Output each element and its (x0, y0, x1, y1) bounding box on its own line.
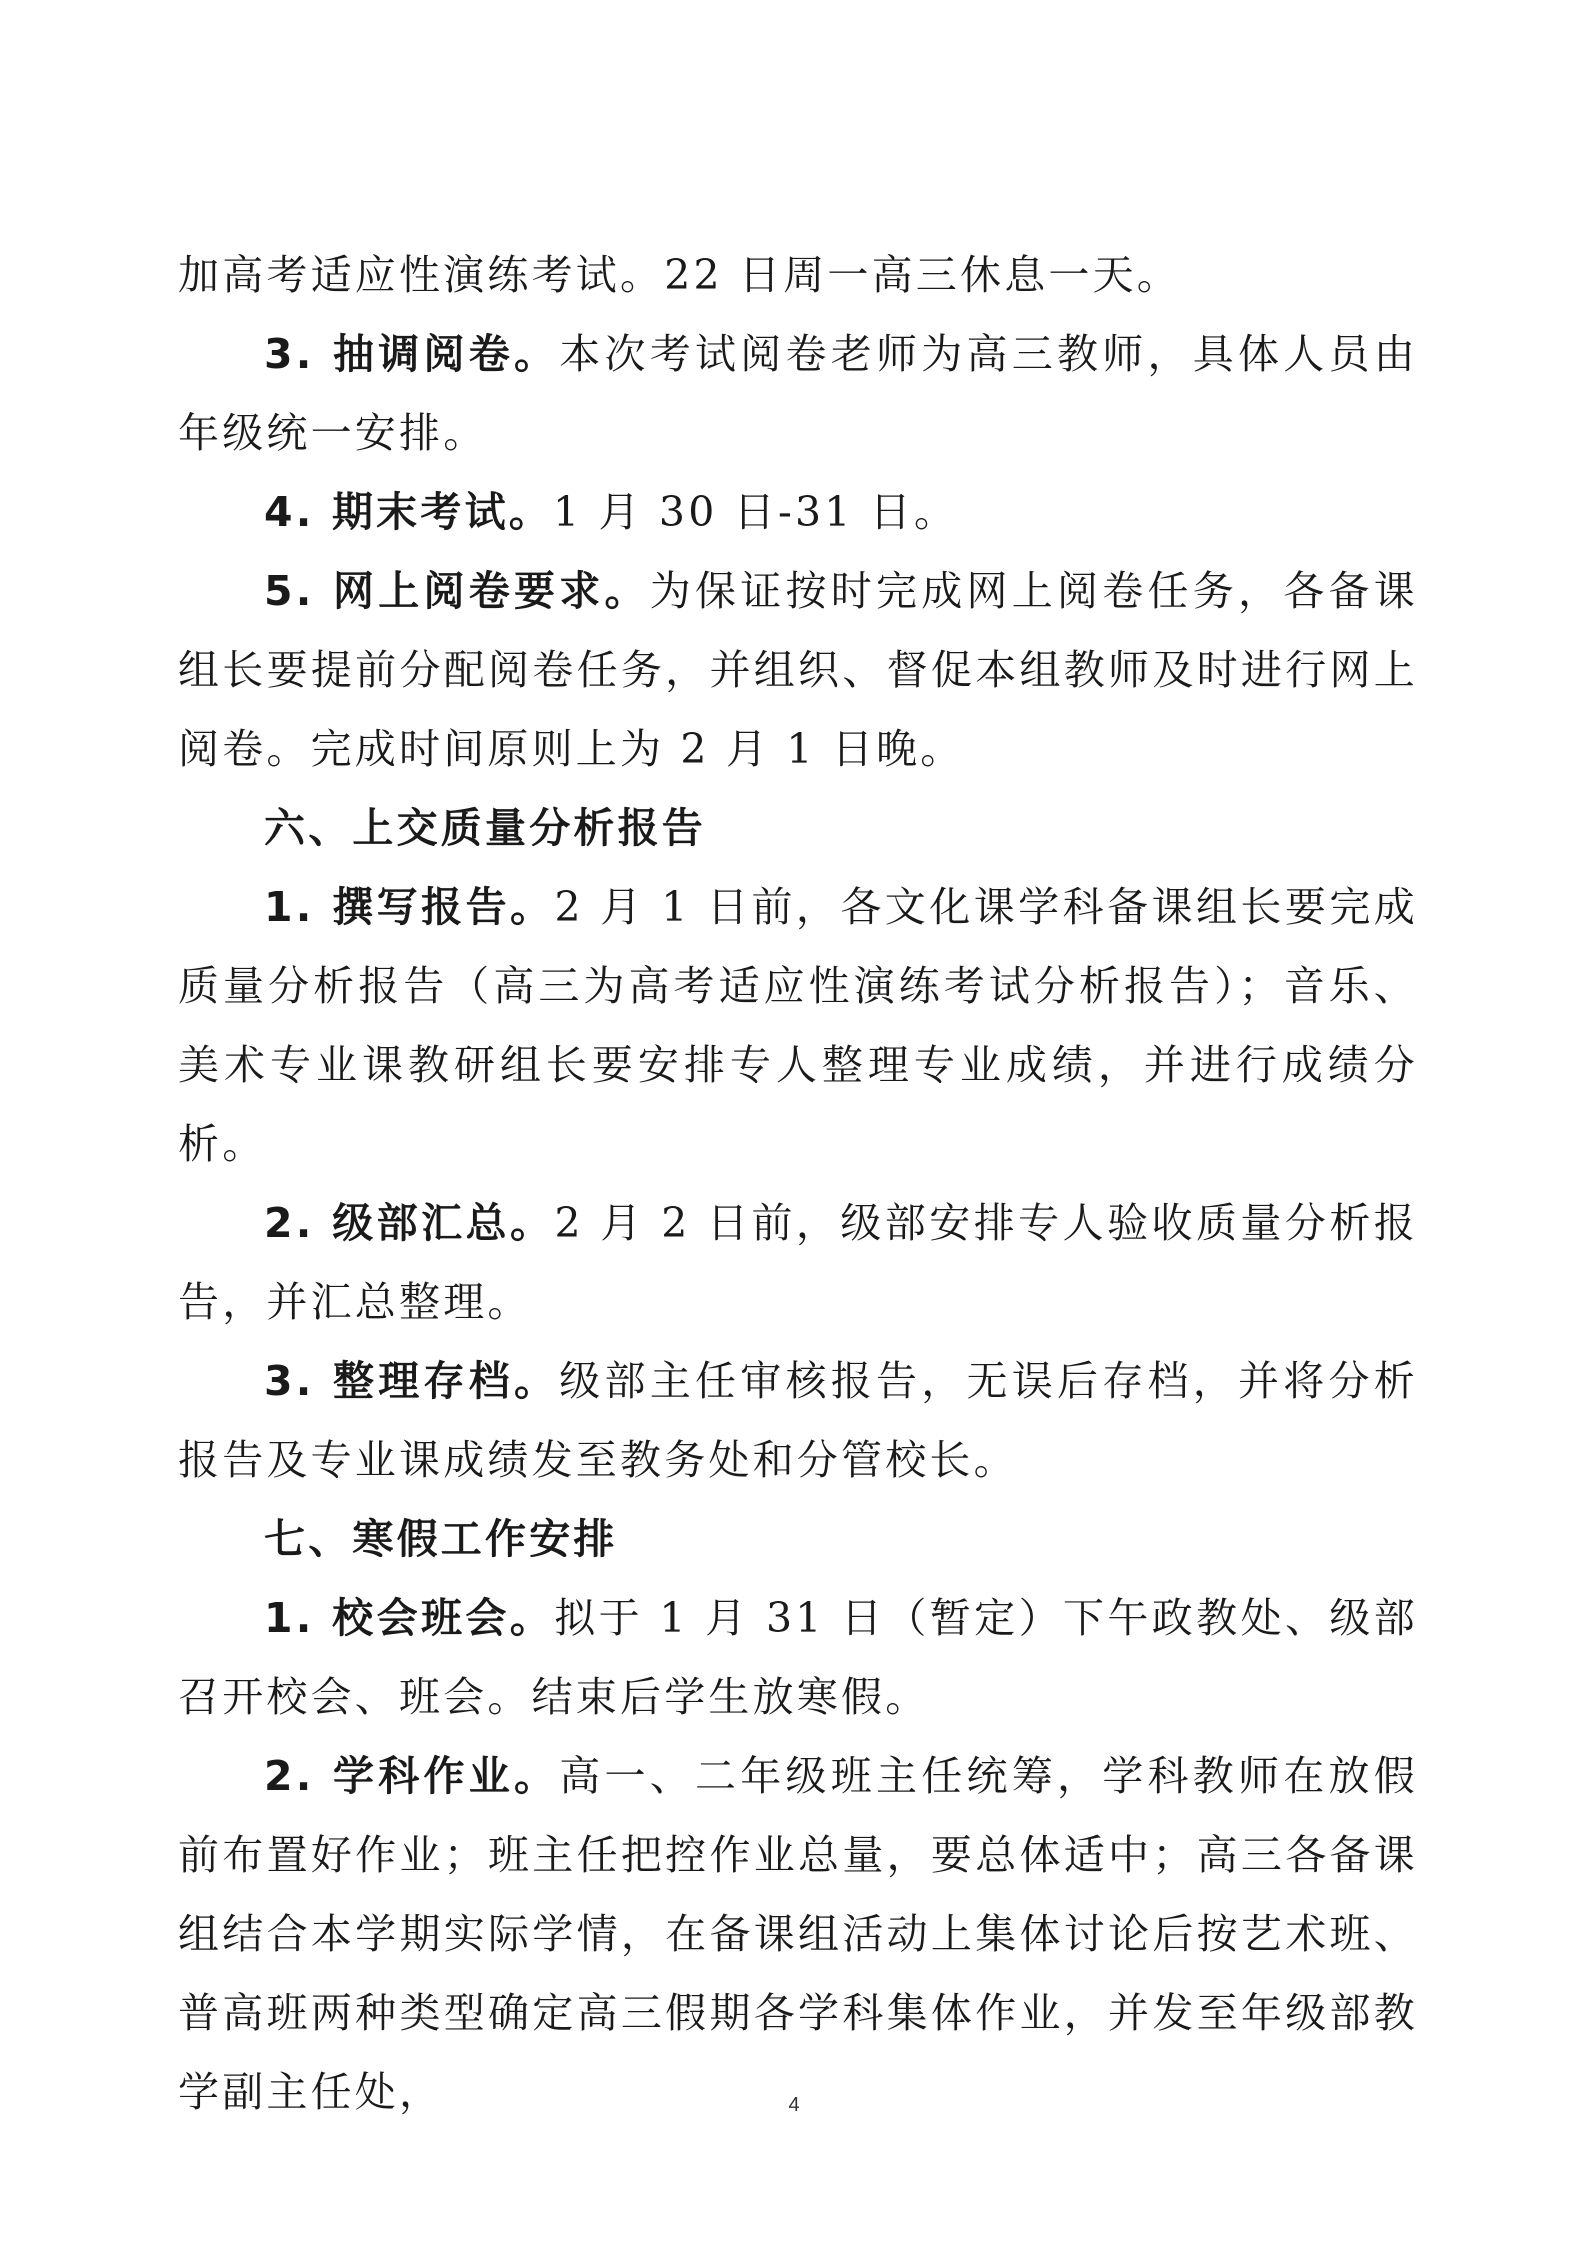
paragraph-item-final-exam (178, 473, 1418, 552)
paragraph-text: 2 月 2 日前，级部安排专人验收质量分析报告，并汇总整理。 (178, 1199, 1418, 1326)
item-lead: 3. 整理存档。 (264, 1357, 560, 1405)
paragraph-text: 本次考试阅卷老师为高三教师，具体人员由年级统一安排。 (178, 330, 1418, 457)
paragraph-item-marking (178, 315, 1418, 473)
paragraph-text: 为保证按时完成网上阅卷任务，各备课组长要提前分配阅卷任务，并组织、督促本组教师及时进行网上阅卷。完成时间原则上为 2 月 1 日晚。 (178, 567, 1418, 773)
paragraph-text: 加高考适应性演练考试。22 日周一高三休息一天。 (178, 251, 1182, 299)
item-lead: 1. 校会班会。 (264, 1594, 555, 1642)
paragraph-item-assembly (178, 1579, 1418, 1737)
item-lead: 3. 抽调阅卷。 (264, 330, 560, 378)
item-lead: 2. 学科作业。 (264, 1752, 560, 1800)
paragraph-item-write-report (178, 868, 1418, 1184)
item-lead: 5. 网上阅卷要求。 (264, 567, 650, 615)
paragraph-text: 1 月 30 日-31 日。 (552, 488, 959, 536)
item-lead: 4. 期末考试。 (264, 488, 553, 536)
page-number: 4 (788, 2094, 800, 2116)
paragraph-text: 2 月 1 日前，各文化课学科备课组长要完成质量分析报告（高三为高考适应性演练考试分析报告）；音乐、美术专业课教研组长要安排专人整理专业成绩，并进行成绩分析。 (178, 883, 1418, 1168)
item-lead: 1. 撰写报告。 (264, 883, 555, 931)
item-lead: 2. 级部汇总。 (264, 1199, 555, 1247)
section-heading-six: 六、上交质量分析报告 (264, 804, 706, 852)
paragraph-text: 级部主任审核报告，无误后存档，并将分析报告及专业课成绩发至教务处和分管校长。 (178, 1357, 1418, 1484)
paragraph-text: 高一、二年级班主任统筹，学科教师在放假前布置好作业；班主任把控作业总量，要总体适中；高三各备课组结合本学期实际学情，在备课组活动上集体讨论后按艺术班、普高班两种类型确定高三假期各学科集体作业，并发至年级部教学副主任处， (178, 1752, 1418, 2116)
paragraph-text: 拟于 1 月 31 日（暂定）下午政教处、级部召开校会、班会。结束后学生放寒假。 (178, 1594, 1418, 1721)
paragraph-item-homework (178, 1737, 1418, 2132)
paragraph-item-online-marking (178, 552, 1418, 789)
paragraph-item-archive (178, 1342, 1418, 1500)
paragraph-continued (178, 236, 1418, 315)
document-body (178, 236, 1418, 2132)
section-heading-seven: 七、寒假工作安排 (264, 1515, 618, 1563)
paragraph-item-summary (178, 1184, 1418, 1342)
